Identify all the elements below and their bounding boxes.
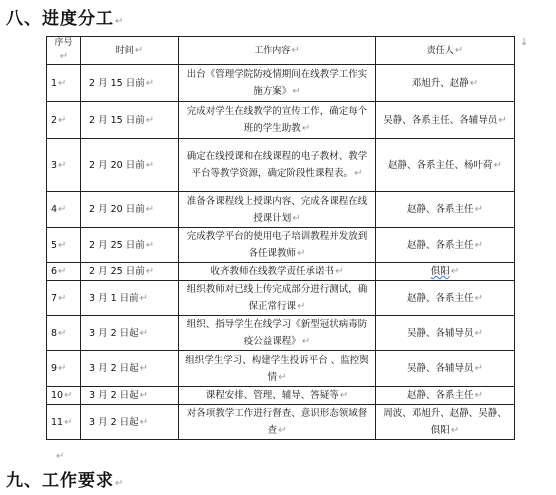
cell-seq: 2↵ [47, 102, 81, 139]
header-seq: 序号↵ [47, 37, 81, 65]
cell-seq: 3↵ [47, 139, 81, 192]
cell-person: 赵静、各系主任、杨叶荷↵ [376, 139, 515, 192]
cell-time: 2 月 15 日前↵ [81, 102, 179, 139]
table-row [47, 228, 515, 263]
section-heading-requirements: 九、工作要求↵ [6, 471, 125, 491]
cell-person: 吴静、各辅导员↵ [376, 351, 515, 387]
cell-content: 课程安排、管理、辅导、答疑等↵ [179, 387, 376, 405]
cell-seq: 8↵ [47, 316, 81, 351]
paragraph-mark-icon: ↵ [115, 478, 125, 489]
table-row [47, 316, 515, 351]
cell-time: 2 月 25 日前↵ [81, 228, 179, 263]
header-person: 责任人↵ [376, 37, 515, 65]
cell-time: 3 月 2 日起↵ [81, 405, 179, 440]
table-row [47, 263, 515, 281]
paragraph-mark-icon: ↵ [56, 451, 65, 462]
cell-seq: 5↵ [47, 228, 81, 263]
section-heading-progress: 八、进度分工↵ [6, 9, 125, 29]
cell-person: 赵静、各系主任↵ [376, 281, 515, 316]
cell-time: 3 月 2 日起↵ [81, 387, 179, 405]
cell-content: 组织、指导学生在线学习《新型冠状病毒防疫公益课程》↵ [179, 316, 376, 351]
cell-seq: 7↵ [47, 281, 81, 316]
cell-content: 组织教师对已线上传完成部分进行测试，确保正常行课↵ [179, 281, 376, 316]
table-row [47, 405, 515, 440]
cell-seq: 4↵ [47, 192, 81, 228]
cell-person: 赵静、各系主任↵ [376, 192, 515, 228]
cell-content: 准备各课程线上授课内容、完成各课程在线授课计划↵ [179, 192, 376, 228]
table-header-row [47, 37, 515, 65]
cell-time: 2 月 20 日前↵ [81, 139, 179, 192]
table-row [47, 351, 515, 387]
cell-person: 赵静、各系主任↵ [376, 228, 515, 263]
cell-content: 完成教学平台的使用电子培训教程并发放到各任课教师↵ [179, 228, 376, 263]
cell-time: 3 月 1 日前↵ [81, 281, 179, 316]
cell-seq: 9↵ [47, 351, 81, 387]
cell-person: 赵静、各系主任↵ [376, 387, 515, 405]
cell-content: 组织学生学习、构建学生投诉平台 、监控舆情↵ [179, 351, 376, 387]
table-row [47, 139, 515, 192]
table-row [47, 102, 515, 139]
cell-content: 完成对学生在线教学的宣传工作，确定每个班的学生助教↵ [179, 102, 376, 139]
cell-person: 俱阳↵ [376, 263, 515, 281]
cell-time: 3 月 2 日起↵ [81, 351, 179, 387]
cell-person: 吴静、各系主任、各辅导员↵ [376, 102, 515, 139]
table-row [47, 65, 515, 102]
cell-content: 确定在线授课和在线课程的电子教材、教学平台等教学资源，确定阶段性课程表。↵ [179, 139, 376, 192]
cell-time: 2 月 20 日前↵ [81, 192, 179, 228]
header-content: 工作内容↵ [179, 37, 376, 65]
cell-content: 出台《管理学院防疫情期间在线教学工作实施方案》↵ [179, 65, 376, 102]
header-time: 时间↵ [81, 37, 179, 65]
paragraph-mark-icon: ↵ [115, 16, 125, 27]
row-end-mark-icon: ↓ [520, 37, 529, 48]
cell-person: 周波、邓旭升、赵静、吴静、俱阳↵ [376, 405, 515, 440]
cell-person: 吴静、各辅导员↵ [376, 316, 515, 351]
cell-seq: 10↵ [47, 387, 81, 405]
cell-seq: 6↵ [47, 263, 81, 281]
cell-seq: 11↵ [47, 405, 81, 440]
schedule-table [46, 36, 515, 440]
table-row [47, 192, 515, 228]
cell-seq: 1↵ [47, 65, 81, 102]
table-row [47, 281, 515, 316]
cell-time: 2 月 25 日前↵ [81, 263, 179, 281]
cell-content: 收齐教师在线教学责任承诺书↵ [179, 263, 376, 281]
cell-person: 邓旭升、赵静↵ [376, 65, 515, 102]
table-row [47, 387, 515, 405]
cell-time: 3 月 2 日起↵ [81, 316, 179, 351]
cell-time: 2 月 15 日前↵ [81, 65, 179, 102]
cell-content: 对各项教学工作进行督查、意识形态领域督查↵ [179, 405, 376, 440]
